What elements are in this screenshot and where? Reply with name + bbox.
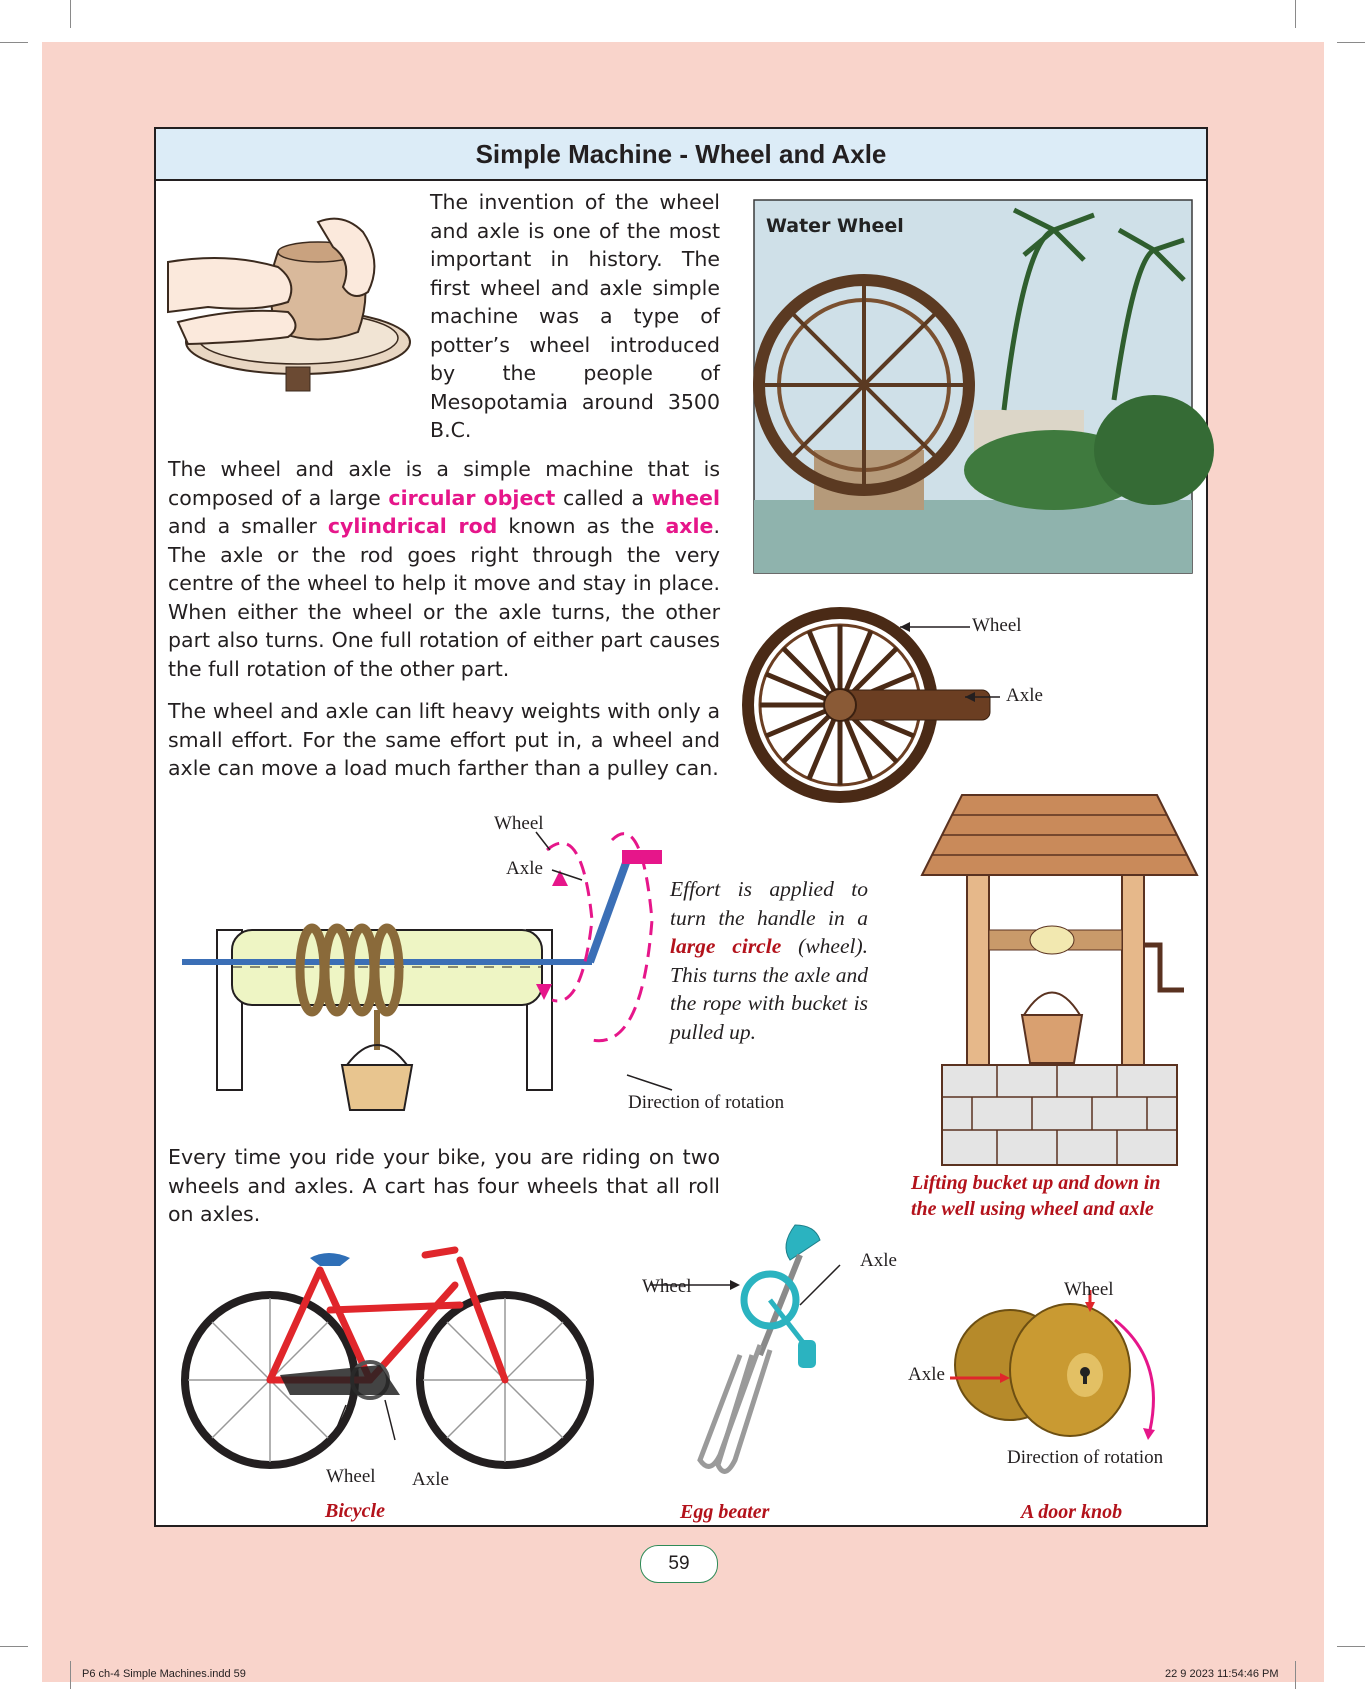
highlight-axle: axle <box>665 514 714 538</box>
intro-paragraph: The invention of the wheel and axle is one of the most important in history. The first wheel and axle simple machine was a type of potter’s wheel introduced by the people of Mesopotamia around 3500 B.C. <box>430 190 720 442</box>
door-knob-illustration <box>955 1290 1175 1450</box>
windlass-illustration <box>172 820 692 1110</box>
crop-mark <box>0 42 28 43</box>
egg-beater-caption: Egg beater <box>680 1501 770 1523</box>
potters-wheel-illustration <box>168 212 418 402</box>
water-wheel-image <box>754 200 1192 573</box>
water-wheel-label: Water Wheel <box>766 215 904 237</box>
egg-beater-axle-label: Axle <box>860 1250 897 1271</box>
effort-paragraph: The wheel and axle can lift heavy weights with only a small effort. For the same effort put in, a wheel and axle can move a load much farther than a pulley can. <box>168 699 720 780</box>
egg-beater-illustration <box>680 1225 840 1485</box>
wheel-diagram-wheel-label: Wheel <box>972 615 1022 636</box>
effort-explanation: Effort is applied to turn the handle in a large circle (wheel). This turns the axle and the rope with bucket is pulled up. <box>670 877 869 1044</box>
crop-mark <box>1295 1661 1296 1689</box>
well-caption-line2: the well using wheel and axle <box>911 1198 1154 1220</box>
door-knob-direction-label: Direction of rotation <box>1007 1447 1164 1468</box>
bicycle-caption: Bicycle <box>325 1500 385 1522</box>
windlass-wheel-label: Wheel <box>494 813 544 834</box>
door-knob-caption: A door knob <box>1021 1501 1123 1523</box>
bicycle-axle-label: Axle <box>412 1469 449 1490</box>
crop-mark <box>1337 1646 1365 1647</box>
bike-paragraph: Every time you ride your bike, you are riding on two wheels and axles. A cart has four wheels that all roll on axles. <box>168 1145 720 1226</box>
highlight-wheel: wheel <box>651 485 720 510</box>
well-caption-line1: Lifting bucket up and down in <box>911 1172 1161 1194</box>
windlass-axle-label: Axle <box>506 858 543 879</box>
footer-file-slug: P6 ch-4 Simple Machines.indd 59 <box>82 1668 246 1680</box>
footer-timestamp: 22 9 2023 11:54:46 PM <box>1165 1668 1279 1680</box>
windlass-direction-label: Direction of rotation <box>628 1092 785 1113</box>
crop-mark <box>1295 0 1296 28</box>
highlight-cylindrical-rod: cylindrical rod <box>327 514 498 538</box>
wheel-diagram-axle-label: Axle <box>1006 685 1043 706</box>
door-knob-axle-label: Axle <box>908 1364 945 1385</box>
crop-mark <box>70 1661 71 1689</box>
page-number: 59 <box>640 1545 718 1583</box>
crop-mark <box>0 1646 28 1647</box>
egg-beater-wheel-label: Wheel <box>642 1276 692 1297</box>
bicycle-wheel-label: Wheel <box>326 1466 376 1487</box>
door-knob-wheel-label: Wheel <box>1064 1279 1114 1300</box>
bicycle-illustration <box>180 1230 600 1480</box>
wheel-axle-diagram <box>760 605 1080 810</box>
page-title: Simple Machine - Wheel and Axle <box>156 129 1206 181</box>
highlight-circular-object: circular object <box>388 485 556 510</box>
definition-paragraph: The wheel and axle is a simple machine that is composed of a large circular object called a wheel and a smaller cylindrical rod known as the axle. The axle or the rod goes right through the very centre of the wheel to help it move and stay in place. When either the wheel or the axle turns, the other part also turns. One full rotation of either part causes the full rotation of the other part. <box>168 457 720 681</box>
crop-mark <box>70 0 71 28</box>
crop-mark <box>1337 42 1365 43</box>
well-illustration <box>922 795 1197 1165</box>
large-circle-highlight: large circle <box>670 934 782 958</box>
